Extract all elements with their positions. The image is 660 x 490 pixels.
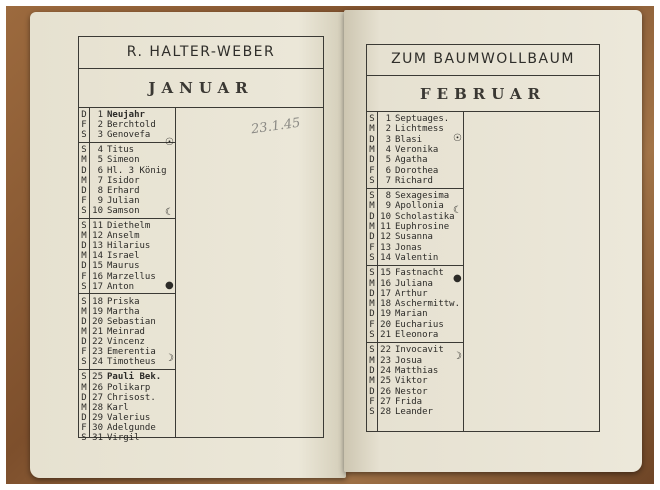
saint-name: Eucharius xyxy=(395,319,444,330)
weekday-letter: M xyxy=(81,231,87,242)
weekday-letter: S xyxy=(81,130,87,141)
saint-name: Simeon xyxy=(107,155,140,166)
day-number: 14 xyxy=(92,251,103,262)
day-number: 11 xyxy=(92,221,103,231)
day-number: 15 xyxy=(380,268,391,279)
day-number: 30 xyxy=(92,422,103,433)
saint-name: Martha xyxy=(107,306,140,317)
day-number: 13 xyxy=(380,242,391,253)
weekday-letter: F xyxy=(81,195,87,206)
saint-name: Invocavit xyxy=(395,345,444,356)
day-number: 21 xyxy=(92,327,103,337)
weekday-letter: S xyxy=(81,281,87,292)
day-number: 24 xyxy=(380,365,391,376)
right-page xyxy=(344,10,642,472)
day-number: 21 xyxy=(380,330,391,340)
divider xyxy=(367,75,599,76)
weekday-letter: F xyxy=(81,347,87,358)
moon-phase-crescent-icon: ☾ xyxy=(165,207,174,218)
saint-name: Blasi xyxy=(395,134,423,145)
weekday-letter: M xyxy=(81,382,87,393)
weekday-letter: F xyxy=(369,165,375,176)
day-number: 18 xyxy=(380,299,391,310)
saint-name: Marzellus xyxy=(107,271,156,282)
day-number: 5 xyxy=(97,155,103,166)
weekday-letter: F xyxy=(369,319,375,330)
weekday-letter: S xyxy=(369,407,375,418)
month-title-february: FEBRUAR xyxy=(420,85,546,103)
new-moon-icon: ● xyxy=(165,280,174,291)
day-number: 7 xyxy=(97,175,103,186)
saint-name: Eleonora xyxy=(395,330,439,340)
weekday-letter: D xyxy=(81,185,87,196)
divider xyxy=(79,107,323,108)
saint-name: Maurus xyxy=(107,261,140,272)
day-number: 29 xyxy=(92,412,103,423)
day-number: 12 xyxy=(92,231,103,242)
week-separator xyxy=(367,188,463,189)
saint-name: Fastnacht xyxy=(395,268,444,279)
weekday-letter: S xyxy=(369,268,375,279)
day-number: 17 xyxy=(380,288,391,299)
day-number: 27 xyxy=(92,392,103,403)
divider xyxy=(367,111,599,112)
day-number: 4 xyxy=(385,144,391,155)
day-number: 19 xyxy=(380,309,391,320)
saint-name: Virgil xyxy=(107,433,140,443)
week-separator xyxy=(79,142,175,143)
weekday-letter: D xyxy=(369,211,375,222)
day-number: 5 xyxy=(385,155,391,166)
column-divider xyxy=(463,111,464,431)
saint-name: Titus xyxy=(107,145,135,156)
day-number: 24 xyxy=(92,357,103,368)
saint-name: Leander xyxy=(395,407,433,418)
divider xyxy=(79,68,323,69)
saint-name: Aschermittw. xyxy=(395,299,461,310)
weekday-letter: F xyxy=(81,422,87,433)
saint-name: Septuages. xyxy=(395,114,450,124)
weekday-letter: S xyxy=(81,372,87,383)
week-separator xyxy=(79,293,175,294)
saint-name: Isidor xyxy=(107,175,140,186)
day-number: 9 xyxy=(97,195,103,206)
saint-name: Valerius xyxy=(107,412,151,423)
moon-phase-crescent-icon: ☾ xyxy=(453,205,462,216)
saint-name: Nestor xyxy=(395,386,428,397)
saint-name: Sebastian xyxy=(107,316,156,327)
weekday-letter: S xyxy=(369,252,375,263)
day-number: 26 xyxy=(380,386,391,397)
saint-name: Euphrosine xyxy=(395,222,450,232)
new-moon-icon: ● xyxy=(453,273,462,284)
week-separator xyxy=(79,218,175,219)
weekday-letter: F xyxy=(81,271,87,282)
weekday-letter: S xyxy=(81,433,87,443)
week-separator xyxy=(367,342,463,343)
weekday-letter: M xyxy=(369,299,375,310)
weekday-letter: D xyxy=(369,288,375,299)
day-number: 25 xyxy=(380,376,391,387)
weekday-letter: M xyxy=(81,327,87,337)
day-number: 1 xyxy=(97,110,103,120)
moon-phase-first-quarter-icon: ☉ xyxy=(165,137,174,148)
saint-name: Diethelm xyxy=(107,221,151,231)
saint-name: Karl xyxy=(107,402,129,413)
day-number: 26 xyxy=(92,382,103,393)
weekday-letter: M xyxy=(369,278,375,289)
weekday-letter: D xyxy=(81,165,87,176)
day-number: 7 xyxy=(385,175,391,186)
day-number: 8 xyxy=(385,191,391,202)
day-number: 2 xyxy=(385,124,391,135)
day-number: 18 xyxy=(92,296,103,307)
weekday-letter: M xyxy=(369,376,375,387)
day-number: 11 xyxy=(380,222,391,232)
saint-name: Valentin xyxy=(395,252,439,263)
saint-name: Erhard xyxy=(107,185,140,196)
moon-phase-crescent-icon: ☽ xyxy=(453,351,462,362)
day-number: 19 xyxy=(92,306,103,317)
weekday-letter: M xyxy=(369,144,375,155)
weekday-letter: M xyxy=(81,175,87,186)
month-title-january: JANUAR xyxy=(148,79,254,97)
saint-name: Marian xyxy=(395,309,428,320)
saint-name: Neujahr xyxy=(107,110,145,120)
weekday-letter: D xyxy=(81,316,87,327)
shop-name-right: ZUM BAUMWOLLBAUM xyxy=(391,51,575,67)
weekday-letter: S xyxy=(369,345,375,356)
shop-name-left: R. HALTER-WEBER xyxy=(126,44,276,60)
day-number: 4 xyxy=(97,145,103,156)
day-number: 28 xyxy=(92,402,103,413)
weekday-letter: S xyxy=(369,175,375,186)
weekday-letter: D xyxy=(369,386,375,397)
saint-name: Pauli Bek. xyxy=(107,372,162,383)
saint-name: Chrisost. xyxy=(107,392,156,403)
week-separator xyxy=(79,369,175,370)
day-number: 22 xyxy=(380,345,391,356)
weekday-letter: M xyxy=(369,124,375,135)
weekday-letter: S xyxy=(81,205,87,216)
saint-name: Sexagesima xyxy=(395,191,450,202)
day-number: 6 xyxy=(385,165,391,176)
weekday-letter: D xyxy=(369,134,375,145)
saint-name: Samson xyxy=(107,205,140,216)
day-number: 27 xyxy=(380,396,391,407)
weekday-letter: M xyxy=(81,155,87,166)
day-number: 25 xyxy=(92,372,103,383)
saint-name: Emerentia xyxy=(107,347,156,358)
weekday-letter: S xyxy=(369,114,375,124)
saint-name: Jonas xyxy=(395,242,423,253)
february-table xyxy=(366,44,600,432)
day-number: 28 xyxy=(380,407,391,418)
weekday-letter: M xyxy=(369,355,375,366)
saint-name: Anton xyxy=(107,281,135,292)
saint-name: Susanna xyxy=(395,232,433,243)
day-number: 23 xyxy=(92,347,103,358)
day-number: 13 xyxy=(92,241,103,252)
weekday-letter: S xyxy=(369,330,375,340)
day-number: 17 xyxy=(92,281,103,292)
saint-name: Veronika xyxy=(395,144,439,155)
saint-name: Dorothea xyxy=(395,165,439,176)
weekday-letter: M xyxy=(81,402,87,413)
saint-name: Frida xyxy=(395,396,423,407)
weekday-letter: F xyxy=(369,396,375,407)
day-number: 6 xyxy=(97,165,103,176)
weekday-letter: F xyxy=(369,242,375,253)
day-number: 2 xyxy=(97,120,103,131)
day-number: 12 xyxy=(380,232,391,243)
weekday-letter: D xyxy=(81,261,87,272)
saint-name: Anselm xyxy=(107,231,140,242)
saint-name: Priska xyxy=(107,296,140,307)
day-number: 20 xyxy=(380,319,391,330)
moon-phase-crescent-icon: ☽ xyxy=(165,353,174,364)
saint-name: Scholastika xyxy=(395,211,455,222)
day-number: 10 xyxy=(380,211,391,222)
day-number: 1 xyxy=(385,114,391,124)
weekday-letter: F xyxy=(81,120,87,131)
weekday-letter: D xyxy=(81,412,87,423)
day-number: 22 xyxy=(92,337,103,348)
week-separator xyxy=(367,265,463,266)
saint-name: Julian xyxy=(107,195,140,206)
saint-name: Vincenz xyxy=(107,337,145,348)
day-number: 16 xyxy=(92,271,103,282)
saint-name: Hl. 3 König xyxy=(107,165,167,176)
weekday-letter: D xyxy=(81,337,87,348)
saint-name: Juliana xyxy=(395,278,433,289)
weekday-letter: S xyxy=(81,221,87,231)
weekday-letter: M xyxy=(369,201,375,212)
saint-name: Lichtmess xyxy=(395,124,444,135)
weekday-letter: D xyxy=(81,110,87,120)
day-number: 9 xyxy=(385,201,391,212)
january-table xyxy=(78,36,324,443)
weekday-letter: D xyxy=(369,232,375,243)
day-number: 10 xyxy=(92,205,103,216)
saint-name: Israel xyxy=(107,251,140,262)
day-number: 16 xyxy=(380,278,391,289)
weekday-letter: M xyxy=(81,251,87,262)
left-page xyxy=(30,12,346,478)
day-number: 3 xyxy=(385,134,391,145)
saint-name: Hilarius xyxy=(107,241,151,252)
moon-phase-first-quarter-icon: ☉ xyxy=(453,133,462,144)
day-number: 8 xyxy=(97,185,103,196)
day-number: 23 xyxy=(380,355,391,366)
day-number: 14 xyxy=(380,252,391,263)
saint-name: Genovefa xyxy=(107,130,151,141)
weekday-letter: S xyxy=(81,145,87,156)
saint-name: Meinrad xyxy=(107,327,145,337)
saint-name: Viktor xyxy=(395,376,428,387)
weekday-letter: D xyxy=(369,309,375,320)
saint-name: Timotheus xyxy=(107,357,156,368)
day-number: 20 xyxy=(92,316,103,327)
day-number: 3 xyxy=(97,130,103,141)
column-divider xyxy=(175,107,176,437)
saint-name: Polikarp xyxy=(107,382,151,393)
saint-name: Agatha xyxy=(395,155,428,166)
handwritten-note: 23.1.45 xyxy=(250,115,302,138)
weekday-letter: S xyxy=(81,296,87,307)
weekday-letter: D xyxy=(369,155,375,166)
saint-name: Matthias xyxy=(395,365,439,376)
weekday-letter: S xyxy=(369,191,375,202)
weekday-letter: M xyxy=(369,222,375,232)
day-number: 15 xyxy=(92,261,103,272)
saint-name: Apollonia xyxy=(395,201,444,212)
day-number: 31 xyxy=(92,433,103,443)
weekday-letter: D xyxy=(81,392,87,403)
saint-name: Richard xyxy=(395,175,433,186)
weekday-letter: D xyxy=(81,241,87,252)
saint-name: Berchtold xyxy=(107,120,156,131)
weekday-letter: D xyxy=(369,365,375,376)
saint-name: Josua xyxy=(395,355,423,366)
weekday-letter: S xyxy=(81,357,87,368)
weekday-letter: M xyxy=(81,306,87,317)
saint-name: Arthur xyxy=(395,288,428,299)
saint-name: Adelgunde xyxy=(107,422,156,433)
